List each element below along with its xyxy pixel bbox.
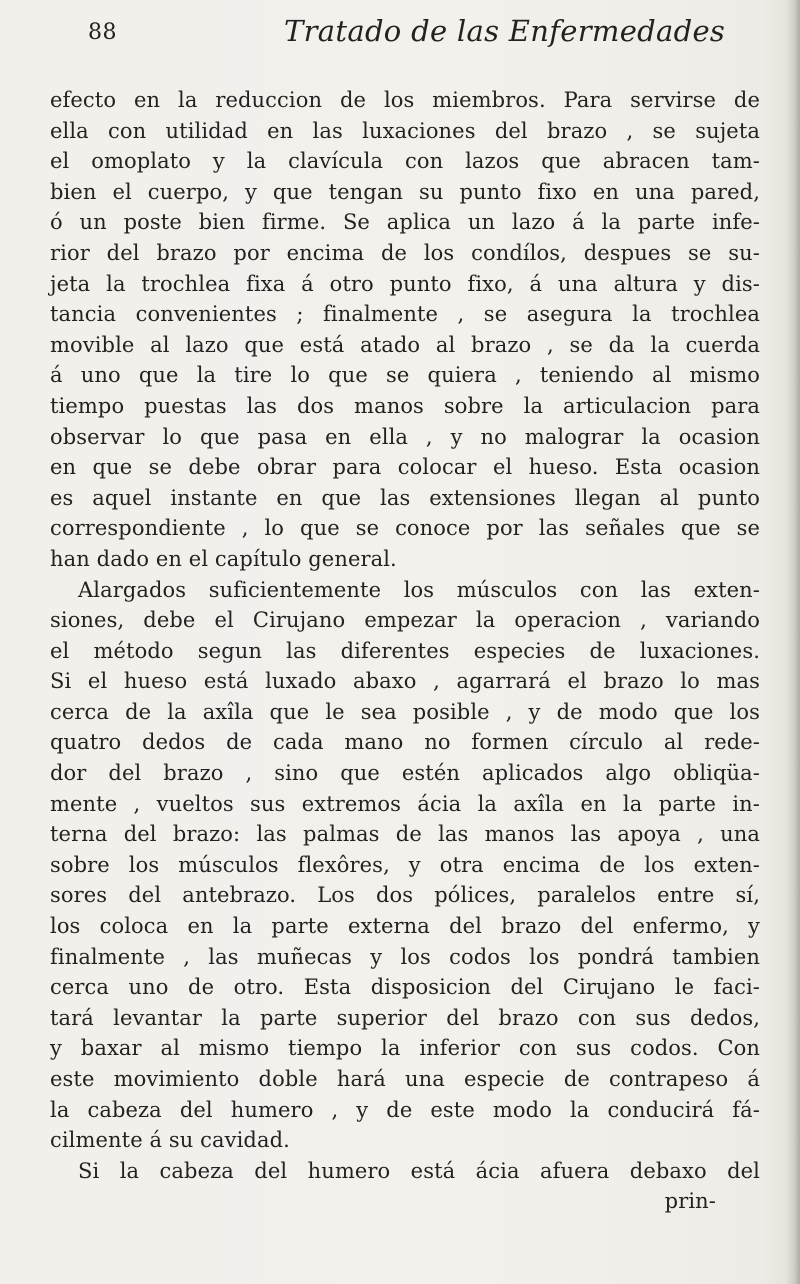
text-line: correspondiente , lo que se conoce por las señales que se: [50, 516, 760, 541]
text-line: mente , vueltos sus extremos ácia la axîla en la parte in-: [50, 791, 760, 816]
text-line: quatro dedos de cada mano no formen círculo al rede-: [50, 730, 760, 755]
text-line: terna del brazo: las palmas de las manos las apoya , una: [50, 822, 760, 847]
text-line: tiempo puestas las dos manos sobre la articulacion para: [50, 393, 760, 418]
text-line: cerca de la axîla que le sea posible , y de modo que los: [50, 699, 760, 724]
text-line: cerca uno de otro. Esta disposicion del Cirujano le faci-: [50, 975, 760, 1000]
text-line: observar lo que pasa en ella , y no malograr la ocasion: [50, 424, 760, 449]
text-line: bien el cuerpo, y que tengan su punto fixo en una pared,: [50, 179, 760, 204]
catchword: prin-: [664, 1189, 716, 1214]
text-line: tancia convenientes ; finalmente , se asegura la trochlea: [50, 302, 760, 327]
text-line: el método segun las diferentes especies de luxaciones.: [50, 638, 760, 663]
text-line: ó un poste bien firme. Se aplica un lazo á la parte infe-: [50, 210, 760, 235]
text-line: los coloca en la parte externa del brazo del enfermo, y: [50, 914, 760, 939]
text-line: Alargados suficientemente los músculos con las exten-: [78, 577, 760, 602]
text-line: jeta la trochlea fixa á otro punto fixo, á una altura y dis-: [50, 271, 760, 296]
text-line: sobre los músculos flexôres, y otra encima de los exten-: [50, 852, 760, 877]
text-line: rior del brazo por encima de los condílos, despues se su-: [50, 240, 760, 265]
page-edge-shadow: [786, 0, 800, 1284]
text-line: han dado en el capítulo general.: [50, 546, 397, 571]
page-header: [88, 14, 758, 54]
text-line: efecto en la reduccion de los miembros. Para servirse de: [50, 88, 760, 112]
text-line: es aquel instante en que las extensiones llegan al punto: [50, 485, 760, 510]
text-line: el omoplato y la clavícula con lazos que abracen tam-: [50, 149, 760, 174]
text-line: ella con utilidad en las luxaciones del brazo , se sujeta: [50, 118, 760, 143]
text-line: tará levantar la parte superior del brazo con sus dedos,: [50, 1005, 760, 1030]
text-line: y baxar al mismo tiempo la inferior con sus codos. Con: [50, 1036, 760, 1061]
page-number: 88: [88, 20, 117, 45]
text-line: este movimiento doble hará una especie de contrapeso á: [50, 1067, 760, 1091]
body-text: [50, 85, 760, 1217]
text-line: la cabeza del humero , y de este modo la conducirá fá-: [50, 1097, 760, 1122]
text-line: sores del antebrazo. Los dos pólices, paralelos entre sí,: [50, 883, 760, 908]
text-line: Si el hueso está luxado abaxo , agarrará el brazo lo mas: [50, 669, 760, 694]
text-line: finalmente , las muñecas y los codos los pondrá tambien: [50, 944, 760, 969]
text-line: Si la cabeza del humero está ácia afuera debaxo del: [78, 1158, 760, 1183]
running-title: Tratado de las Enfermedades: [284, 14, 726, 48]
text-line: siones, debe el Cirujano empezar la operacion , variando: [50, 608, 760, 633]
text-line: dor del brazo , sino que estén aplicados algo obliqüa-: [50, 761, 760, 786]
text-line: cilmente á su cavidad.: [50, 1128, 290, 1153]
text-line: á uno que la tire lo que se quiera , teniendo al mismo: [50, 363, 760, 388]
text-line: movible al lazo que está atado al brazo , se da la cuerda: [50, 332, 760, 357]
text-line: en que se debe obrar para colocar el hueso. Esta ocasion: [50, 455, 760, 480]
